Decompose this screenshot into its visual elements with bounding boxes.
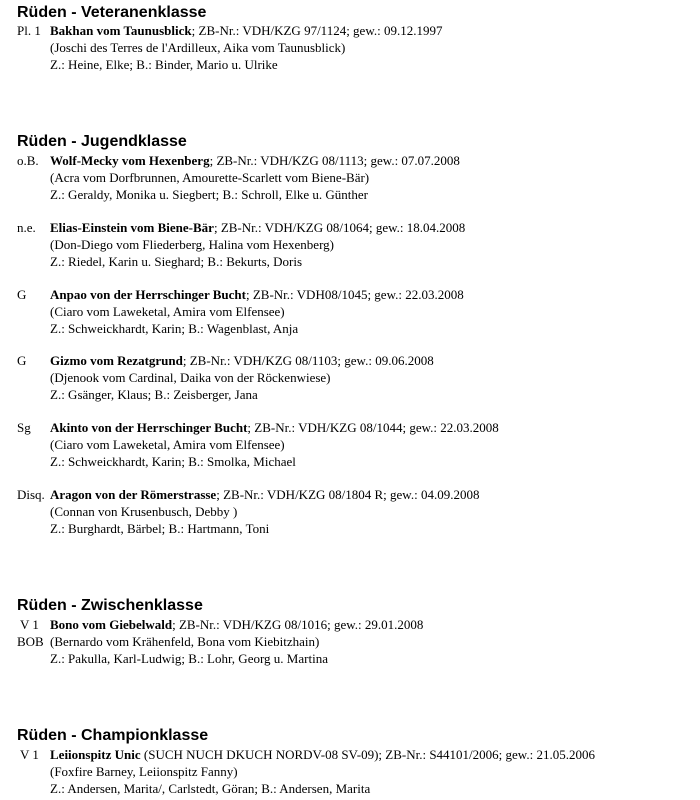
breeder-owner: Z.: Schweickhardt, Karin; B.: Wagenblast, Anja	[50, 321, 299, 336]
section-title: Rüden - Zwischenklasse	[17, 597, 203, 614]
entry-name-line	[50, 219, 465, 236]
registry-details: (SUCH NUCH DKUCH NORDV-08 SV-09); ZB-Nr.: S44101/2006; gew.: 21.05.2006	[140, 747, 595, 762]
dog-name: Elias-Einstein vom Biene-Bär	[50, 220, 214, 235]
breeder-owner: Z.: Andersen, Marita/, Carlstedt, Göran; B.: Andersen, Marita	[50, 781, 371, 796]
placement: Disq.	[17, 487, 45, 502]
breeder-owner: Z.: Pakulla, Karl-Ludwig; B.: Lohr, Georg u. Martina	[50, 651, 328, 666]
entry-lines	[50, 219, 465, 270]
dog-name: Bakhan vom Taunusblick	[50, 23, 192, 38]
placement: V 1	[20, 617, 39, 632]
parents: (Foxfire Barney, Leiionspitz Fanny)	[50, 764, 238, 779]
dog-name: Anpao von der Herrschinger Bucht	[50, 287, 246, 302]
registry-details: ; ZB-Nr.: VDH/KZG 08/1016; gew.: 29.01.2008	[172, 617, 424, 632]
parents: (Ciaro vom Laweketal, Amira vom Elfensee)	[50, 304, 285, 319]
breeder-owner: Z.: Heine, Elke; B.: Binder, Mario u. Ulrike	[50, 57, 278, 72]
parents: (Don-Diego vom Fliederberg, Halina vom Hexenberg)	[50, 237, 335, 252]
registry-details: ; ZB-Nr.: VDH/KZG 97/1124; gew.: 09.12.1997	[191, 23, 443, 38]
section-title: Rüden - Championklasse	[17, 727, 209, 744]
entry-name-line	[50, 152, 460, 169]
section-title: Rüden - Jugendklasse	[17, 133, 187, 150]
entry-lines	[50, 616, 423, 667]
entry-lines	[50, 22, 442, 73]
entry-name-line	[50, 486, 479, 503]
placement: Pl. 1	[17, 23, 41, 38]
entry-name-line	[50, 616, 423, 633]
breeder-owner: Z.: Geraldy, Monika u. Siegbert; B.: Schroll, Elke u. Günther	[50, 187, 368, 202]
entry-lines	[50, 152, 460, 203]
placement: n.e.	[17, 220, 36, 235]
registry-details: ; ZB-Nr.: VDH/KZG 08/1103; gew.: 09.06.2008	[182, 353, 434, 368]
registry-details: ; ZB-Nr.: VDH/KZG 08/1064; gew.: 18.04.2008	[213, 220, 466, 235]
placement: Sg	[17, 420, 31, 435]
placement: G	[17, 287, 27, 302]
breeder-owner: Z.: Schweickhardt, Karin; B.: Smolka, Michael	[50, 454, 296, 469]
dog-name: Akinto von der Herrschinger Bucht	[50, 420, 248, 435]
breeder-owner: Z.: Riedel, Karin u. Sieghard; B.: Bekurts, Doris	[50, 254, 303, 269]
placement: o.B.	[17, 153, 39, 168]
placement-award: BOB	[17, 634, 44, 649]
registry-details: ; ZB-Nr.: VDH/KZG 08/1804 R; gew.: 04.09.2008	[216, 487, 480, 502]
registry-details: ; ZB-Nr.: VDH08/1045; gew.: 22.03.2008	[245, 287, 464, 302]
dog-name: Aragon von der Römerstrasse	[50, 487, 217, 502]
breeder-owner: Z.: Gsänger, Klaus; B.: Zeisberger, Jana	[50, 387, 258, 402]
dog-name: Bono vom Giebelwald	[50, 617, 173, 632]
parents: (Bernardo vom Krähenfeld, Bona vom Kiebitzhain)	[50, 634, 320, 649]
parents: (Connan von Krusenbusch, Debby )	[50, 504, 238, 519]
section-title: Rüden - Veteranenklasse	[17, 4, 207, 21]
dog-name: Wolf-Mecky vom Hexenberg	[50, 153, 210, 168]
parents: (Acra vom Dorfbrunnen, Amourette-Scarlett vom Biene-Bär)	[50, 170, 370, 185]
entry-lines	[50, 286, 464, 337]
registry-details: ; ZB-Nr.: VDH/KZG 08/1044; gew.: 22.03.2008	[247, 420, 499, 435]
entry-name-line	[50, 286, 464, 303]
placement: V 1	[20, 747, 39, 762]
entry-lines	[50, 352, 434, 403]
parents: (Joschi des Terres de l'Ardilleux, Aika vom Taunusblick)	[50, 40, 346, 55]
placement: G	[17, 353, 27, 368]
entry-name-line	[50, 419, 499, 436]
dog-name: Gizmo vom Rezatgrund	[50, 353, 183, 368]
entry-lines	[50, 486, 479, 537]
entry-name-line	[50, 746, 595, 763]
registry-details: ; ZB-Nr.: VDH/KZG 08/1113; gew.: 07.07.2008	[209, 153, 460, 168]
entry-name-line	[50, 352, 434, 369]
entry-name-line	[50, 22, 442, 39]
parents: (Djenook vom Cardinal, Daika von der Röckenwiese)	[50, 370, 331, 385]
entry-lines	[50, 419, 499, 470]
parents: (Ciaro vom Laweketal, Amira vom Elfensee)	[50, 437, 285, 452]
dog-name: Leiionspitz Unic	[50, 747, 141, 762]
entry-lines	[50, 746, 595, 797]
breeder-owner: Z.: Burghardt, Bärbel; B.: Hartmann, Toni	[50, 521, 270, 536]
